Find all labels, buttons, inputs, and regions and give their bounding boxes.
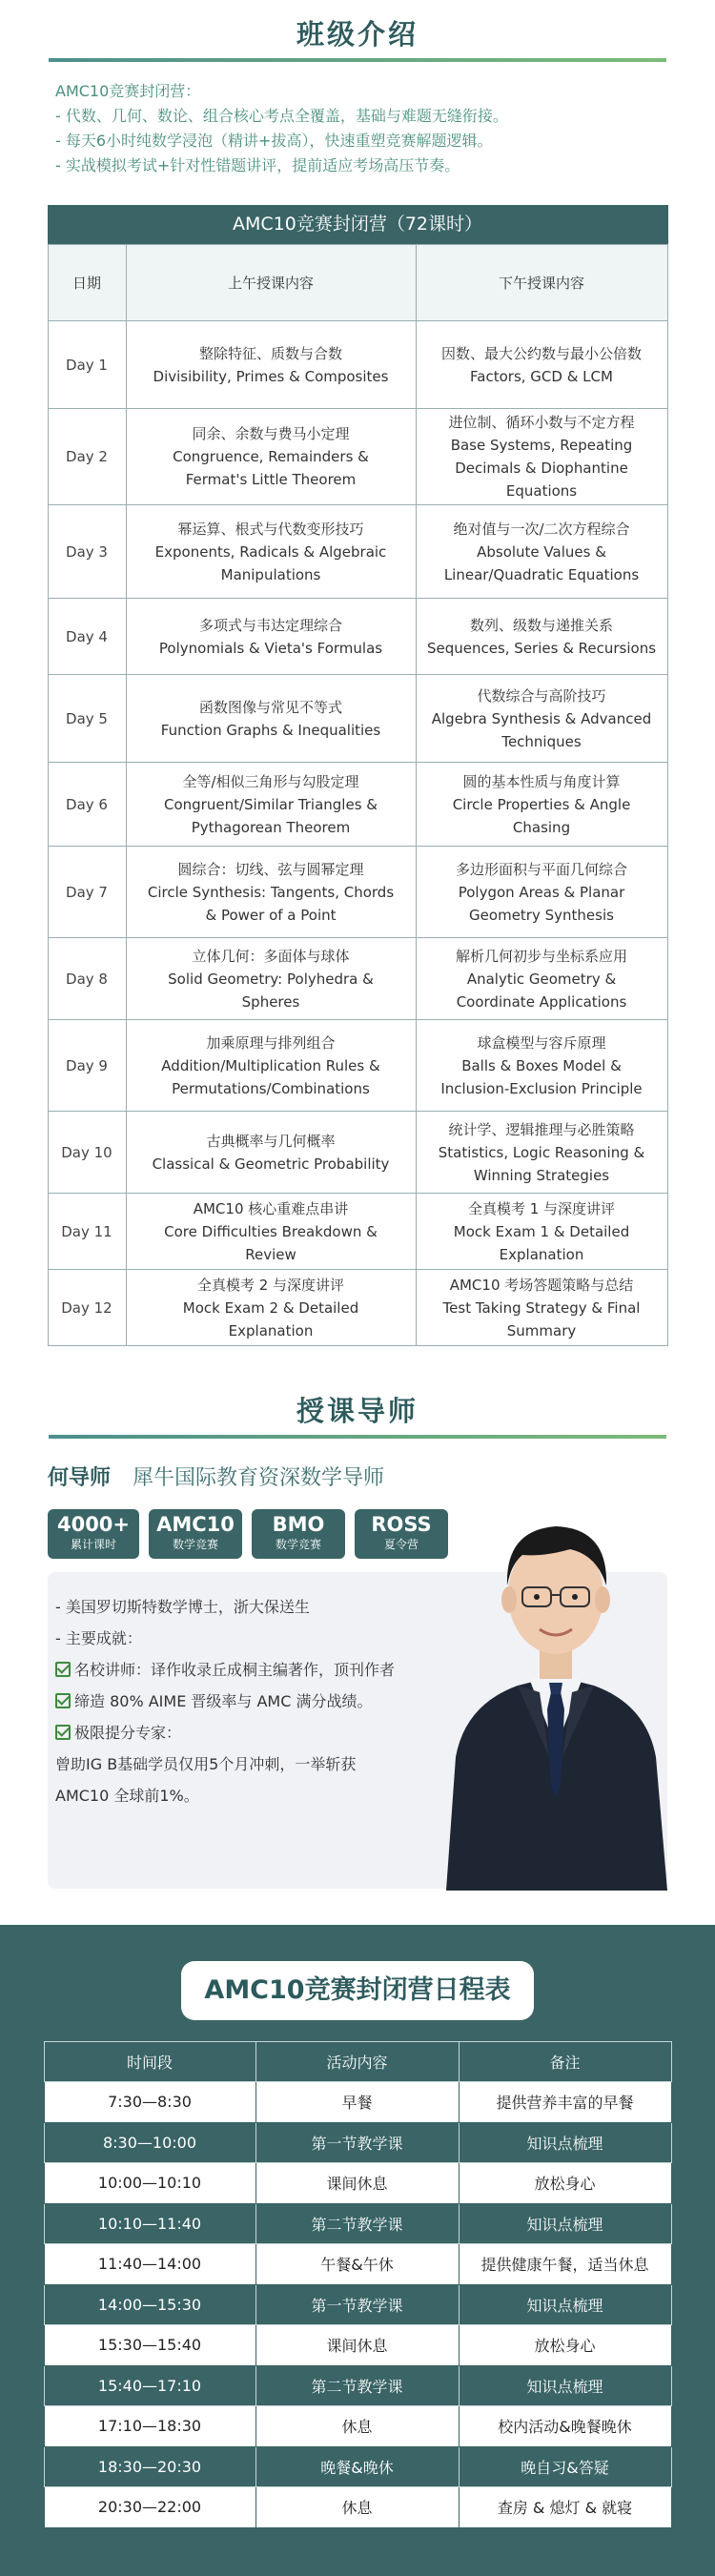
- course-row: [48, 599, 667, 675]
- schedule-row: [44, 2284, 671, 2325]
- course-pm-line: 统计学、逻辑推理与必胜策略: [448, 1120, 635, 1138]
- course-row: [48, 1020, 667, 1112]
- schedule-row: [44, 2406, 671, 2447]
- course-pm-line: Absolute Values &: [477, 542, 606, 561]
- course-pm-line: Test Taking Strategy & Final: [442, 1298, 641, 1317]
- class-intro-text: [55, 79, 715, 178]
- course-pm-line: Chasing: [512, 818, 571, 836]
- course-am-line: 同余、余数与费马小定理: [192, 425, 350, 442]
- course-pm-line: Algebra Synthesis & Advanced: [431, 709, 652, 727]
- course-day: Day 10: [48, 1112, 126, 1194]
- class-intro-title: 班级介绍: [296, 18, 419, 51]
- course-row: [48, 938, 667, 1020]
- schedule-activity: 早餐: [255, 2082, 459, 2123]
- course-day: Day 9: [48, 1020, 126, 1112]
- course-am-line: Review: [245, 1245, 296, 1263]
- checkbox-icon: [55, 1725, 71, 1740]
- course-am-cell: [126, 1270, 416, 1346]
- header-am: 上午授课内容: [126, 245, 416, 321]
- course-day: Day 3: [48, 505, 126, 599]
- schedule-note: 校内活动&晚餐晚休: [459, 2406, 671, 2447]
- course-pm-line: 代数综合与高阶技巧: [477, 686, 606, 705]
- schedule-note: 提供健康午餐，适当休息: [459, 2244, 671, 2285]
- schedule-time: 7:30—8:30: [44, 2082, 255, 2123]
- course-am-line: 函数图像与常见不等式: [198, 698, 342, 716]
- course-am-line: 整除特征、质数与合数: [198, 344, 342, 362]
- header-activity: 活动内容: [255, 2042, 459, 2082]
- course-pm-line: Inclusion-Exclusion Principle: [440, 1079, 643, 1097]
- course-row: [48, 409, 667, 505]
- teacher-name-row: [48, 1462, 384, 1491]
- course-pm-line: 球盒模型与容斥原理: [477, 1033, 606, 1052]
- course-am-line: Classical & Geometric Probability: [152, 1155, 390, 1173]
- schedule-activity: 休息: [255, 2406, 459, 2447]
- schedule-time: 15:30—15:40: [44, 2325, 255, 2366]
- schedule-note: 晚自习&答疑: [459, 2446, 671, 2487]
- course-pm-line: Factors, GCD & LCM: [470, 367, 613, 385]
- course-am-line: Core Difficulties Breakdown &: [164, 1222, 378, 1240]
- badge-label: 数学竞赛: [275, 1538, 321, 1551]
- schedule-time: 8:30—10:00: [44, 2122, 255, 2163]
- course-am-line: Explanation: [228, 1321, 314, 1339]
- course-pm-line: 进位制、循环小数与不定方程: [448, 414, 635, 431]
- schedule-note: 知识点梳理: [459, 2284, 671, 2325]
- course-row: [48, 675, 667, 763]
- badge-label: 累计课时: [70, 1538, 116, 1551]
- course-am-line: Mock Exam 2 & Detailed: [182, 1298, 359, 1317]
- intro-line: - 实战模拟考试+针对性错题讲评，提前适应考场高压节奏。: [55, 156, 460, 174]
- badge-label: 夏令营: [383, 1538, 419, 1551]
- schedule-time: 11:40—14:00: [44, 2244, 255, 2285]
- course-am-line: 幂运算、根式与代数变形技巧: [177, 520, 364, 538]
- course-pm-line: Decimals & Diophantine: [455, 460, 628, 477]
- schedule-activity: 第二节教学课: [255, 2203, 459, 2244]
- schedule-row: [44, 2446, 671, 2487]
- course-pm-line: 因数、最大公约数与最小公倍数: [440, 344, 642, 362]
- course-am-line: Permutations/Combinations: [172, 1079, 370, 1097]
- course-pm-line: 圆的基本性质与角度计算: [462, 772, 621, 790]
- schedule-row: [44, 2487, 671, 2528]
- badge-hours: [48, 1509, 139, 1559]
- course-am-cell: [126, 409, 416, 505]
- course-pm-line: Summary: [506, 1321, 577, 1339]
- teacher-card: [48, 1439, 667, 1906]
- course-pm-cell: [416, 763, 667, 847]
- course-am-line: Function Graphs & Inequalities: [160, 721, 381, 739]
- course-row: [48, 763, 667, 847]
- course-pm-line: Linear/Quadratic Equations: [443, 565, 640, 583]
- course-table-header-row: [48, 245, 667, 321]
- course-pm-line: Mock Exam 1 & Detailed: [453, 1222, 630, 1240]
- course-pm-line: Statistics, Logic Reasoning &: [438, 1143, 645, 1161]
- badge-value: BMO: [272, 1513, 325, 1536]
- bio-check-text: 极限提分专家：: [74, 1724, 182, 1742]
- badge-bmo: [252, 1509, 345, 1559]
- teacher-section-title: 授课导师: [296, 1395, 419, 1427]
- schedule-activity: 第一节教学课: [255, 2284, 459, 2325]
- schedule-row: [44, 2325, 671, 2366]
- course-am-line: Exponents, Radicals & Algebraic: [154, 542, 387, 561]
- course-am-line: AMC10 核心重难点串讲: [193, 1199, 349, 1217]
- course-am-cell: [126, 321, 416, 409]
- schedule-note: 提供营养丰富的早餐: [459, 2082, 671, 2123]
- course-am-line: 全真模考 2 与深度讲评: [196, 1276, 345, 1294]
- class-intro-rule: [49, 58, 666, 62]
- checkbox-icon: [55, 1662, 71, 1677]
- schedule-note: 知识点梳理: [459, 2365, 671, 2406]
- schedule-row: [44, 2163, 671, 2204]
- course-am-cell: [126, 505, 416, 599]
- course-am-line: & Power of a Point: [205, 906, 337, 924]
- schedule-row: [44, 2244, 671, 2285]
- course-pm-line: Winning Strategies: [473, 1166, 610, 1184]
- course-table: [48, 205, 668, 1346]
- schedule-time: 18:30—20:30: [44, 2446, 255, 2487]
- course-am-line: 多项式与韦达定理综合: [198, 616, 342, 634]
- intro-line: - 代数、几何、数论、组合核心考点全覆盖，基础与难题无缝衔接。: [55, 107, 508, 125]
- course-am-cell: [126, 938, 416, 1020]
- course-day: Day 7: [48, 847, 126, 938]
- course-am-line: 立体几何：多面体与球体: [192, 947, 350, 965]
- course-row: [48, 505, 667, 599]
- schedule-note: 放松身心: [459, 2163, 671, 2204]
- course-row: [48, 1194, 667, 1270]
- course-day: Day 4: [48, 599, 126, 675]
- bio-check-text: 名校讲师：译作收录丘成桐主编著作，顶刊作者: [74, 1661, 396, 1679]
- course-am-line: Congruent/Similar Triangles &: [164, 795, 378, 813]
- course-day: Day 8: [48, 938, 126, 1020]
- header-date: 日期: [48, 245, 126, 321]
- course-am-line: Congruence, Remainders &: [173, 448, 369, 465]
- course-pm-line: Balls & Boxes Model &: [461, 1056, 622, 1074]
- course-am-line: 加乘原理与排列组合: [206, 1033, 336, 1052]
- schedule-time: 10:10—11:40: [44, 2203, 255, 2244]
- course-pm-line: 解析几何初步与坐标系应用: [455, 947, 627, 965]
- class-intro-header: [0, 0, 715, 62]
- course-am-line: 古典概率与几何概率: [206, 1132, 336, 1150]
- course-row: [48, 321, 667, 409]
- schedule-note: 知识点梳理: [459, 2203, 671, 2244]
- header-pm: 下午授课内容: [416, 245, 667, 321]
- schedule-time: 14:00—15:30: [44, 2284, 255, 2325]
- course-am-line: Manipulations: [220, 565, 321, 583]
- course-pm-line: Equations: [505, 482, 578, 500]
- course-day: Day 2: [48, 409, 126, 505]
- course-am-cell: [126, 847, 416, 938]
- course-pm-line: 数列、级数与递推关系: [469, 616, 613, 634]
- schedule-activity: 课间休息: [255, 2163, 459, 2204]
- bio-line: 曾助IG B基础学员仅用5个月冲刺，一举斩获: [55, 1755, 357, 1773]
- course-pm-cell: [416, 409, 667, 505]
- schedule-time: 20:30—22:00: [44, 2487, 255, 2528]
- course-am-line: Circle Synthesis: Tangents, Chords: [147, 883, 395, 901]
- course-am-cell: [126, 599, 416, 675]
- course-am-cell: [126, 675, 416, 763]
- badge-value: ROSS: [371, 1513, 432, 1536]
- badge-label: 数学竞赛: [172, 1538, 218, 1551]
- course-pm-cell: [416, 599, 667, 675]
- badge-amc10: [149, 1509, 242, 1559]
- course-pm-line: 全真模考 1 与深度讲评: [467, 1199, 616, 1217]
- schedule-note: 知识点梳理: [459, 2122, 671, 2163]
- course-am-line: 全等/相似三角形与勾股定理: [182, 772, 359, 790]
- course-pm-line: Circle Properties & Angle: [452, 795, 631, 813]
- course-am-cell: [126, 763, 416, 847]
- course-pm-cell: [416, 1194, 667, 1270]
- schedule-row: [44, 2203, 671, 2244]
- schedule-row: [44, 2122, 671, 2163]
- course-am-line: Pythagorean Theorem: [191, 818, 351, 836]
- bio-check-text: 缔造 80% AIME 晋级率与 AMC 满分战绩。: [74, 1692, 373, 1710]
- schedule-header-row: [44, 2042, 671, 2082]
- course-pm-cell: [416, 321, 667, 409]
- bio-line: - 主要成就：: [55, 1629, 142, 1647]
- schedule-row: [44, 2082, 671, 2123]
- course-am-cell: [126, 1194, 416, 1270]
- course-am-line: Polynomials & Vieta's Formulas: [158, 639, 383, 657]
- bio-line: - 美国罗切斯特数学博士，浙大保送生: [55, 1598, 310, 1616]
- schedule-time: 15:40—17:10: [44, 2365, 255, 2406]
- teacher-portrait-image: [427, 1442, 684, 1891]
- schedule-activity: 休息: [255, 2487, 459, 2528]
- course-pm-line: Base Systems, Repeating: [450, 437, 633, 454]
- intro-line: AMC10竞赛封闭营：: [55, 82, 201, 100]
- schedule-activity: 课间休息: [255, 2325, 459, 2366]
- course-row: [48, 847, 667, 938]
- course-am-line: Solid Geometry: Polyhedra &: [168, 970, 374, 988]
- course-pm-line: Sequences, Series & Recursions: [426, 639, 657, 657]
- course-pm-cell: [416, 938, 667, 1020]
- schedule-note: 查房 & 熄灯 & 就寝: [459, 2487, 671, 2528]
- badge-value: AMC10: [156, 1513, 235, 1536]
- course-am-line: Addition/Multiplication Rules &: [161, 1056, 380, 1074]
- course-am-line: Spheres: [241, 992, 300, 1011]
- course-pm-line: Geometry Synthesis: [469, 906, 614, 924]
- schedule-title: AMC10竞赛封闭营日程表: [181, 1961, 534, 2020]
- schedule-time: 17:10—18:30: [44, 2406, 255, 2447]
- course-pm-line: Techniques: [501, 732, 582, 750]
- course-pm-cell: [416, 1020, 667, 1112]
- course-pm-line: Polygon Areas & Planar: [458, 883, 625, 901]
- course-pm-line: Analytic Geometry &: [466, 970, 617, 988]
- schedule-activity: 第二节教学课: [255, 2365, 459, 2406]
- course-pm-cell: [416, 675, 667, 763]
- course-pm-line: 多边形面积与平面几何综合: [455, 860, 627, 878]
- course-pm-line: 绝对值与一次/二次方程综合: [453, 520, 630, 538]
- schedule-section: [0, 1925, 715, 2576]
- course-day: Day 12: [48, 1270, 126, 1346]
- teacher-name: 何导师: [48, 1466, 112, 1490]
- course-am-line: Fermat's Little Theorem: [185, 471, 357, 488]
- schedule-time: 10:00—10:10: [44, 2163, 255, 2204]
- header-notes: 备注: [459, 2042, 671, 2082]
- course-day: Day 6: [48, 763, 126, 847]
- course-day: Day 11: [48, 1194, 126, 1270]
- schedule-note: 放松身心: [459, 2325, 671, 2366]
- schedule-activity: 午餐&午休: [255, 2244, 459, 2285]
- course-pm-line: Explanation: [499, 1245, 584, 1263]
- intro-line: - 每天6小时纯数学浸泡（精讲+拔高），快速重塑竞赛解题逻辑。: [55, 132, 493, 150]
- course-day: Day 1: [48, 321, 126, 409]
- teacher-header: [0, 1346, 715, 1439]
- course-pm-cell: [416, 1112, 667, 1194]
- schedule-table: [44, 2041, 672, 2528]
- course-pm-line: AMC10 考场答题策略与总结: [449, 1276, 634, 1294]
- schedule-activity: 第一节教学课: [255, 2122, 459, 2163]
- course-row: [48, 1270, 667, 1346]
- course-am-cell: [126, 1020, 416, 1112]
- schedule-row: [44, 2365, 671, 2406]
- course-am-line: Divisibility, Primes & Composites: [153, 367, 389, 385]
- course-day: Day 5: [48, 675, 126, 763]
- teacher-badges: [48, 1509, 448, 1559]
- course-table-caption: AMC10竞赛封闭营（72课时）: [48, 205, 668, 244]
- course-am-cell: [126, 1112, 416, 1194]
- course-pm-line: Coordinate Applications: [456, 992, 627, 1011]
- badge-value: 4000+: [56, 1513, 131, 1536]
- course-pm-cell: [416, 1270, 667, 1346]
- schedule-activity: 晚餐&晚休: [255, 2446, 459, 2487]
- course-pm-cell: [416, 505, 667, 599]
- course-row: [48, 1112, 667, 1194]
- teacher-portrait: [427, 1442, 684, 1891]
- bio-line: AMC10 全球前1%。: [55, 1787, 199, 1805]
- course-am-line: 圆综合：切线、弦与圆幂定理: [177, 860, 364, 878]
- checkbox-icon: [55, 1693, 71, 1708]
- course-pm-cell: [416, 847, 667, 938]
- header-time: 时间段: [44, 2042, 255, 2082]
- teacher-title: 犀牛国际教育资深数学导师: [133, 1466, 385, 1490]
